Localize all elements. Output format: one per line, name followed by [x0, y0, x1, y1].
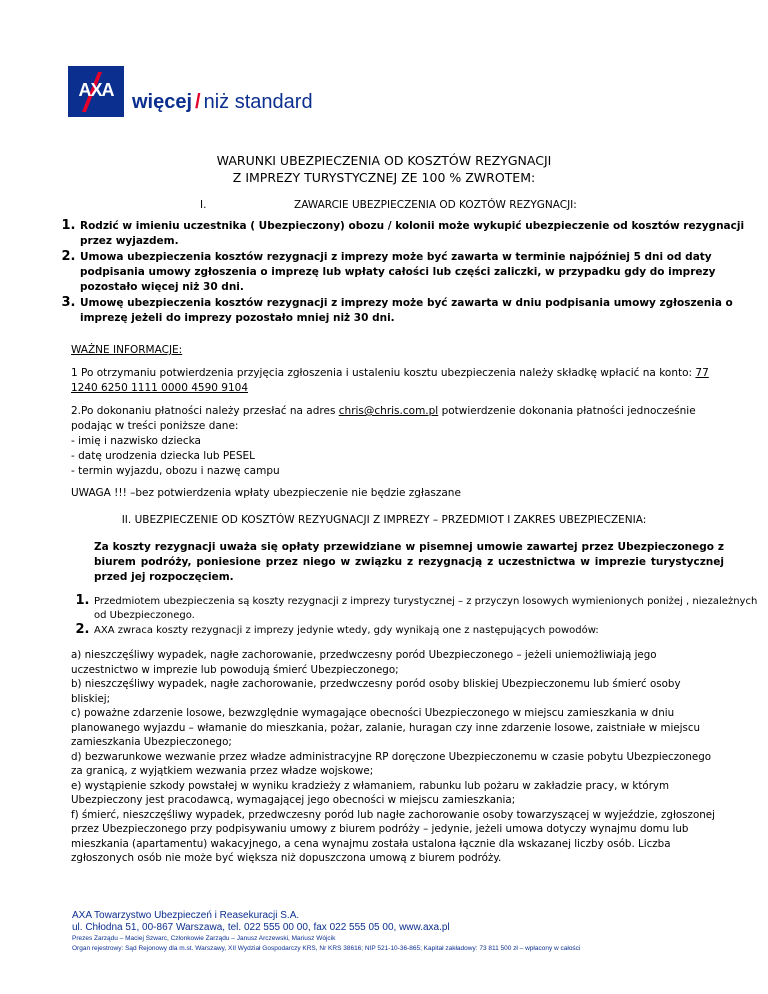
tagline-slash: / [195, 91, 201, 113]
title-line-1: WARUNKI UBEZPIECZENIA OD KOSZTÓW REZYGNACJI [216, 153, 552, 168]
cause-item: c) poważne zdarzenie losowe, bezwzględnie wymagające obecności Ubezpieczonego w miejscu zamieszkania w dniu planowanego wyjazdu – włamanie do mieszkania, pożar, zalanie, huragan czy inne zdarzenie losowe, zaistniałe w miejscu zamieszkania Ubezpieczonego; [71, 707, 701, 748]
send-instruction-end: potwierdzenie dokonania płatności jednocześnie podając w treści poniższe dane: [71, 405, 696, 432]
important-paragraph-2 [71, 404, 721, 479]
axa-logo [68, 66, 124, 117]
section2-heading: II. UBEZPIECZENIE OD KOSZTÓW REZYUGNACJI Z IMPREZY – PRZEDMIOT I ZAKRES UBEZPIECZENIA: [121, 514, 647, 526]
cause-item: a) nieszczęśliwy wypadek, nagłe zachorowanie, przedwczesny poród Ubezpieczonego – jeżeli uniemożliwiają jego uczestnictwo w imprezie lub powodują śmierć Ubezpieczonego; [71, 649, 657, 676]
footer-company: AXA Towarzystwo Ubezpieczeń i Reasekuracji S.A. [72, 910, 300, 921]
tagline-bold: więcej [132, 91, 193, 113]
cause-item: b) nieszczęśliwy wypadek, nagłe zachorowanie, przedwczesny poród osoby bliskiej Ubezpieczonemu lub śmierć osoby bliskiej; [71, 678, 681, 705]
list-item: 1. Przedmiotem ubezpieczenia są koszty rezygnacji z imprezy turystycznej – z przyczyn losowych wymienionych poniżej , niezależnych od Ubezpieczonego. [94, 594, 758, 623]
section1-title: ZAWARCIE UBEZPIECZENIA OD KOZTÓW REZYGNACJI: [294, 199, 577, 211]
cause-item: e) wystąpienie szkody powstałej w wyniku kradzieży z włamaniem, rabunku lub pożaru w zakładzie pracy, w którym Ubezpieczony jest pracodawcą, wymagającej jego obecności w miejscu zamieszkania; [71, 779, 670, 806]
tagline [132, 91, 313, 114]
footer-board: Prezes Zarządu – Maciej Szwarc, Członkowie Zarządu – Janusz Arczewski, Mariusz Wójcik [72, 935, 336, 942]
section1-list [42, 218, 760, 326]
email-link[interactable]: chris@chris.com.pl [338, 405, 439, 417]
bank-account: 77 1240 6250 1111 0000 4590 9104 [71, 367, 709, 394]
section2-intro: Za koszty rezygnacji uważa się opłaty przewidziane w pisemnej umowie zawartej przez Ubezpieczonego z biurem podróży, poniesione przez niego w związku z rezygnacją z uczestnictwa w imprezie turystycznej przed jej rozpoczęciem. [94, 541, 724, 583]
section2-list [62, 594, 758, 638]
section1-number: I. [200, 199, 207, 211]
list-item: 2. AXA zwraca koszty rezygnacji z imprezy jedynie wtedy, gdy wynikają one z następujących powodów: [94, 623, 758, 638]
title-line-2: Z IMPREZY TURYSTYCZNEJ ZE 100 % ZWROTEM: [232, 170, 536, 185]
cause-item: f) śmierć, nieszczęśliwy wypadek, przedwczesny poród lub nagłe zachorowanie osoby towarzyszącej w wyjeździe, zgłoszonej przez Ubezpieczonego przy podpisywaniu umowy z biurem podróży – jedynie, jeżeli umowa dotyczy wynajmu domu lub mieszkania (apartamentu) wakacyjnego, a cena wynajmu została ustalona łącznie dla wskazanej liczby osób. Liczba zgłoszonych osób nie może być większa niż dopuszczona umową z biurem podróży. [71, 808, 715, 864]
list-item: 2. Umowa ubezpieczenia kosztów rezygnacji z imprezy może być zawarta w terminie najpóźniej 5 dni od daty podpisania umowy zgłoszenia o imprezę lub wpłaty całości lub części zaliczki, w przypadku gdy do imprezy pozostało więcej niż 30 dni. [80, 249, 760, 295]
list-item: 3. Umowę ubezpieczenia kosztów rezygnacji z imprezy może być zawarta w dniu podpisania umowy zgłoszenia o imprezę jeżeli do imprezy pozostało mniej niż 30 dni. [80, 295, 760, 326]
tagline-rest: niż standard [203, 91, 313, 113]
list-item: 1. Rodzić w imieniu uczestnika ( Ubezpieczony) obozu / kolonii może wykupić ubezpieczenie od kosztów rezygnacji przez wyjazdem. [80, 218, 760, 249]
section1-heading [200, 199, 577, 211]
important-heading: WAŻNE INFORMACJE: [71, 344, 183, 356]
list-item: - datę urodzenia dziecka lub PESEL [71, 450, 255, 462]
list-item: - termin wyjazdu, obozu i nazwę campu [71, 465, 280, 477]
send-instruction: 2.Po dokonaniu płatności należy przesłać na adres [71, 405, 336, 417]
logo-text: AXA [78, 80, 114, 100]
payment-instruction: 1 Po otrzymaniu potwierdzenia przyjęcia zgłoszenia i ustaleniu kosztu ubezpieczenia należy składkę wpłacić na konto: [71, 367, 693, 379]
footer-address: ul. Chłodna 51, 00-867 Warszawa, tel. 022 555 00 00, fax 022 555 05 00, www.axa.pl [72, 922, 450, 933]
warning-text: UWAGA !!! –bez potwierdzenia wpłaty ubezpieczenie nie będzie zgłaszane [71, 487, 461, 499]
footer [72, 910, 752, 954]
cause-item: d) bezwarunkowe wezwanie przez władze administracyjne RP doręczone Ubezpieczonemu w czasie pobytu Ubezpieczonego za granicą, z wyjątkiem wezwania przez władze wojskowe; [71, 750, 712, 777]
causes-list [71, 648, 721, 866]
footer-registry: Organ rejestrowy: Sąd Rejonowy dla m.st. Warszawy, XII Wydział Gospodarczy KRS, Nr KRS 38616; NIP 521-10-36-865; Kapitał zakładowy: 73 811 500 zł – wpłacony w całości [72, 945, 581, 952]
document-title [0, 152, 768, 186]
list-item: - imię i nazwisko dziecka [71, 435, 201, 447]
important-paragraph-1 [71, 366, 721, 396]
